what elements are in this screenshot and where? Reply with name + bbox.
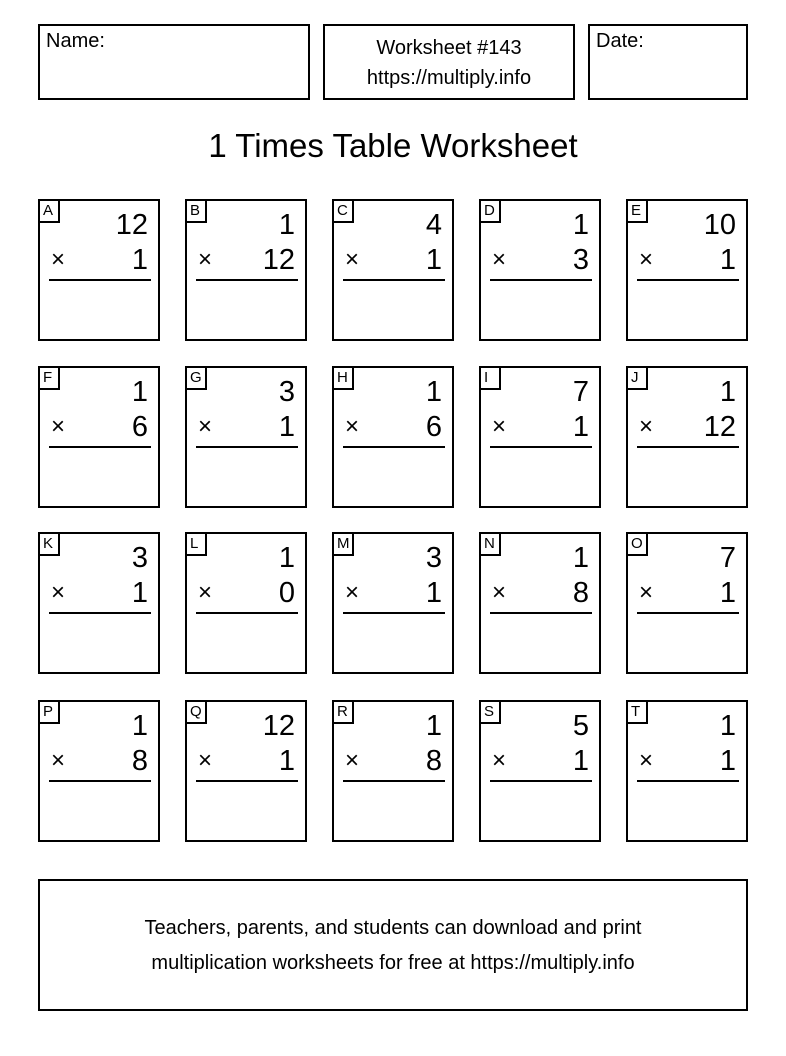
problem-letter: D bbox=[479, 199, 501, 223]
problem-letter: A bbox=[38, 199, 60, 223]
multiplier: 12 bbox=[262, 244, 295, 276]
multiplicand: 1 bbox=[572, 209, 589, 241]
problem-letter: M bbox=[332, 532, 354, 556]
problem-card bbox=[479, 199, 601, 341]
multiplier: 0 bbox=[278, 577, 295, 609]
answer-line bbox=[196, 780, 298, 782]
problem-card bbox=[332, 199, 454, 341]
multiplier: 8 bbox=[572, 577, 589, 609]
problem-letter: N bbox=[479, 532, 501, 556]
multiplicand: 1 bbox=[425, 376, 442, 408]
problem-letter: B bbox=[185, 199, 207, 223]
multiplier: 1 bbox=[719, 244, 736, 276]
problem-card bbox=[38, 199, 160, 341]
multiply-sign: × bbox=[345, 413, 360, 440]
answer-line bbox=[49, 780, 151, 782]
multiply-sign: × bbox=[345, 579, 360, 606]
worksheet-number: Worksheet #143 bbox=[376, 37, 522, 59]
footer-box bbox=[38, 879, 748, 1011]
multiplier: 1 bbox=[278, 411, 295, 443]
problem-card bbox=[185, 700, 307, 842]
answer-line bbox=[196, 612, 298, 614]
answer-line bbox=[343, 612, 445, 614]
multiplier: 1 bbox=[719, 745, 736, 777]
multiplicand: 12 bbox=[262, 710, 295, 742]
multiplicand: 3 bbox=[278, 376, 295, 408]
answer-line bbox=[637, 612, 739, 614]
multiply-sign: × bbox=[198, 246, 213, 273]
multiplicand: 7 bbox=[719, 542, 736, 574]
multiply-sign: × bbox=[51, 246, 66, 273]
multiply-sign: × bbox=[198, 413, 213, 440]
multiply-sign: × bbox=[51, 747, 66, 774]
problem-card bbox=[38, 700, 160, 842]
footer-line-1: Teachers, parents, and students can download and print bbox=[144, 917, 642, 939]
problem-letter: T bbox=[626, 700, 648, 724]
multiplier: 6 bbox=[131, 411, 148, 443]
problem-letter: F bbox=[38, 366, 60, 390]
problem-letter: O bbox=[626, 532, 648, 556]
problem-card bbox=[332, 366, 454, 508]
problem-letter: S bbox=[479, 700, 501, 724]
answer-line bbox=[637, 446, 739, 448]
multiply-sign: × bbox=[492, 413, 507, 440]
multiply-sign: × bbox=[639, 747, 654, 774]
problem-letter: Q bbox=[185, 700, 207, 724]
multiplier: 6 bbox=[425, 411, 442, 443]
answer-line bbox=[196, 279, 298, 281]
multiplicand: 1 bbox=[719, 710, 736, 742]
problem-letter: H bbox=[332, 366, 354, 390]
multiplicand: 1 bbox=[131, 710, 148, 742]
worksheet-url: https://multiply.info bbox=[366, 67, 532, 89]
problem-card bbox=[626, 199, 748, 341]
problem-letter: G bbox=[185, 366, 207, 390]
multiply-sign: × bbox=[492, 579, 507, 606]
answer-line bbox=[343, 279, 445, 281]
multiplicand: 3 bbox=[425, 542, 442, 574]
answer-line bbox=[49, 279, 151, 281]
problem-card bbox=[479, 366, 601, 508]
multiplier: 3 bbox=[572, 244, 589, 276]
multiplicand: 12 bbox=[115, 209, 148, 241]
answer-line bbox=[343, 446, 445, 448]
problem-letter: R bbox=[332, 700, 354, 724]
multiply-sign: × bbox=[345, 246, 360, 273]
name-label: Name: bbox=[46, 30, 105, 52]
problem-card bbox=[626, 700, 748, 842]
answer-line bbox=[490, 279, 592, 281]
answer-line bbox=[196, 446, 298, 448]
name-field-box bbox=[38, 24, 310, 100]
answer-line bbox=[490, 446, 592, 448]
multiplicand: 5 bbox=[572, 710, 589, 742]
multiplicand: 3 bbox=[131, 542, 148, 574]
multiplier: 8 bbox=[425, 745, 442, 777]
problem-card bbox=[185, 366, 307, 508]
multiplier: 1 bbox=[425, 577, 442, 609]
multiplicand: 1 bbox=[572, 542, 589, 574]
multiply-sign: × bbox=[198, 579, 213, 606]
multiplicand: 4 bbox=[425, 209, 442, 241]
problem-card bbox=[479, 700, 601, 842]
multiplier: 1 bbox=[278, 745, 295, 777]
problem-card bbox=[479, 532, 601, 674]
problem-letter: C bbox=[332, 199, 354, 223]
multiplicand: 1 bbox=[278, 542, 295, 574]
multiply-sign: × bbox=[198, 747, 213, 774]
problem-letter: K bbox=[38, 532, 60, 556]
problem-card bbox=[38, 532, 160, 674]
multiplier: 1 bbox=[425, 244, 442, 276]
worksheet-info-box bbox=[323, 24, 575, 100]
multiplier: 12 bbox=[703, 411, 736, 443]
problem-card bbox=[332, 700, 454, 842]
multiplier: 1 bbox=[131, 244, 148, 276]
multiply-sign: × bbox=[51, 579, 66, 606]
multiplier: 1 bbox=[719, 577, 736, 609]
problem-letter: E bbox=[626, 199, 648, 223]
multiplier: 1 bbox=[572, 411, 589, 443]
page-title: 1 Times Table Worksheet bbox=[208, 127, 578, 164]
multiplier: 8 bbox=[131, 745, 148, 777]
answer-line bbox=[490, 612, 592, 614]
multiply-sign: × bbox=[51, 413, 66, 440]
answer-line bbox=[49, 612, 151, 614]
problem-card bbox=[185, 532, 307, 674]
problem-card bbox=[626, 532, 748, 674]
multiply-sign: × bbox=[639, 413, 654, 440]
date-field-box bbox=[588, 24, 748, 100]
problem-card bbox=[332, 532, 454, 674]
multiply-sign: × bbox=[492, 246, 507, 273]
problem-card bbox=[38, 366, 160, 508]
answer-line bbox=[343, 780, 445, 782]
multiplier: 1 bbox=[572, 745, 589, 777]
multiply-sign: × bbox=[639, 246, 654, 273]
multiplicand: 10 bbox=[703, 209, 736, 241]
multiplicand: 1 bbox=[278, 209, 295, 241]
problem-letter: P bbox=[38, 700, 60, 724]
answer-line bbox=[637, 780, 739, 782]
problem-letter: J bbox=[626, 366, 648, 390]
answer-line bbox=[637, 279, 739, 281]
multiplicand: 1 bbox=[425, 710, 442, 742]
answer-line bbox=[49, 446, 151, 448]
multiply-sign: × bbox=[639, 579, 654, 606]
problem-card bbox=[185, 199, 307, 341]
footer-line-2: multiplication worksheets for free at https://multiply.info bbox=[151, 952, 635, 974]
problem-card bbox=[626, 366, 748, 508]
multiplicand: 1 bbox=[719, 376, 736, 408]
date-label: Date: bbox=[596, 30, 644, 52]
multiply-sign: × bbox=[345, 747, 360, 774]
multiply-sign: × bbox=[492, 747, 507, 774]
multiplicand: 1 bbox=[131, 376, 148, 408]
answer-line bbox=[490, 780, 592, 782]
problem-letter: L bbox=[185, 532, 207, 556]
multiplicand: 7 bbox=[572, 376, 589, 408]
problem-letter: I bbox=[479, 366, 501, 390]
multiplier: 1 bbox=[131, 577, 148, 609]
